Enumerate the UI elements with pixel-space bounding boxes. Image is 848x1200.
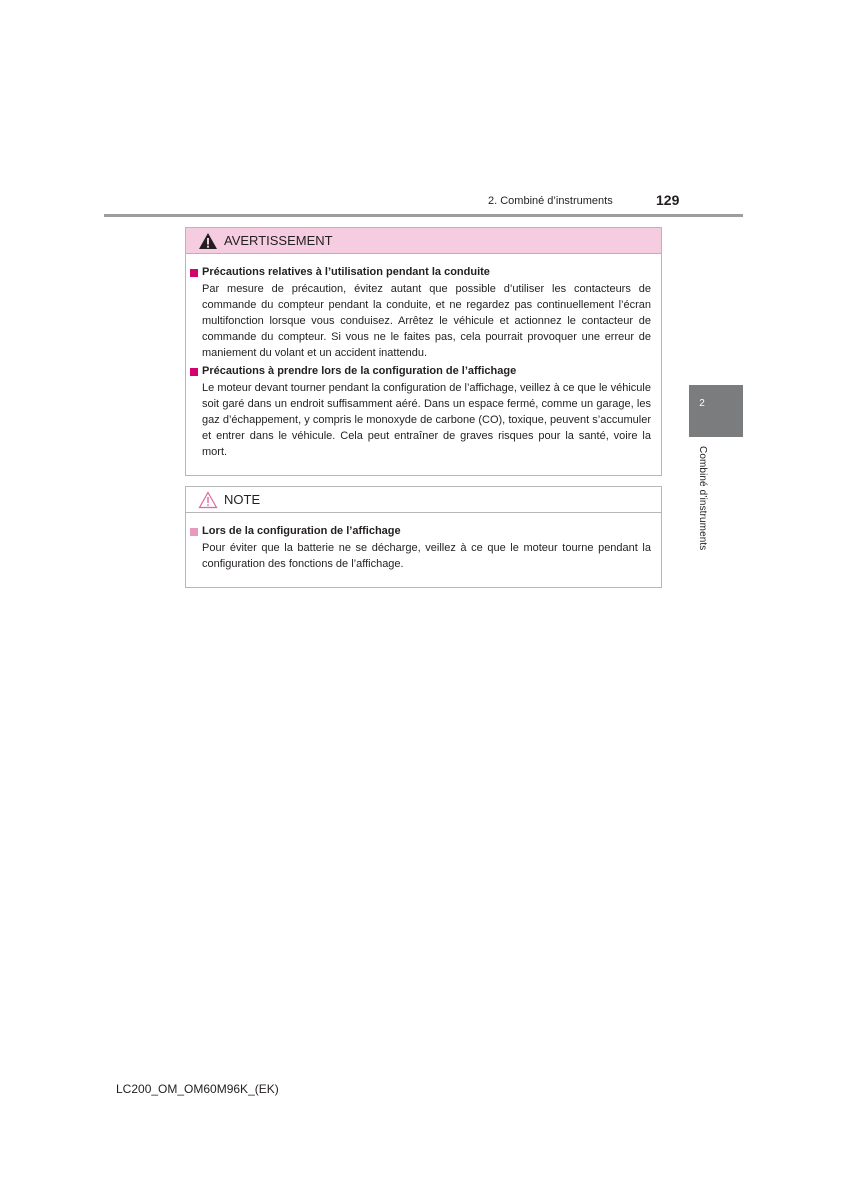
warning-box-header <box>186 228 661 254</box>
note-item-heading-text: Lors de la configuration de l’affichage <box>202 525 401 537</box>
warning-item-text: Par mesure de précaution, évitez autant que possible d’utiliser les contacteurs de commande du compteur pendant la conduite, et ne regardez pas continuellement l’écran multifonction lorsque vous conduisez. Arrêtez le véhicule et actionnez le contacteur de commande du compteur. Si vous ne le faites pas, cela pourrait provoquer une erreur de maniement du volant et un accident inattendu. <box>202 283 651 359</box>
page-number: 129 <box>656 192 680 208</box>
note-box <box>185 486 662 588</box>
square-bullet-icon <box>190 269 198 277</box>
chapter-title-vertical: Combiné d’instruments <box>697 446 708 551</box>
chapter-number: 2 <box>699 398 705 409</box>
warning-box <box>185 227 662 476</box>
warning-item-heading <box>190 265 651 280</box>
warning-item-heading-text: Précautions relatives à l’utilisation pendant la conduite <box>202 266 490 278</box>
header-divider <box>104 214 743 217</box>
warning-item-heading <box>190 364 651 379</box>
note-box-header <box>186 487 661 513</box>
chapter-tab <box>689 385 743 437</box>
note-box-title: NOTE <box>224 492 261 507</box>
warning-box-title: AVERTISSEMENT <box>224 233 333 248</box>
warning-item-heading-text: Précautions à prendre lors de la configuration de l’affichage <box>202 365 517 377</box>
warning-triangle-outline-icon <box>198 491 218 509</box>
document-code: LC200_OM_OM60M96K_(EK) <box>116 1082 279 1096</box>
note-item-text: Pour éviter que la batterie ne se décharge, veillez à ce que le moteur tourne pendant la configuration des fonctions de l’affichage. <box>202 542 651 570</box>
square-bullet-icon <box>190 528 198 536</box>
warning-item-text: Le moteur devant tourner pendant la configuration de l’affichage, veillez à ce que le véhicule soit garé dans un endroit suffisamment aéré. Dans un espace fermé, comme un garage, les gaz d’échappement, y compris le monoxyde de carbone (CO), toxique, peuvent s’accumuler et entrer dans le véhicule. Cela peut entraîner de graves risques pour la santé, voire la mort. <box>202 382 651 458</box>
warning-box-body <box>186 254 661 460</box>
note-box-body <box>186 513 661 572</box>
section-title: 2. Combiné d’instruments <box>488 195 613 207</box>
square-bullet-icon <box>190 368 198 376</box>
note-item-heading <box>190 524 651 539</box>
warning-triangle-filled-icon <box>198 232 218 250</box>
